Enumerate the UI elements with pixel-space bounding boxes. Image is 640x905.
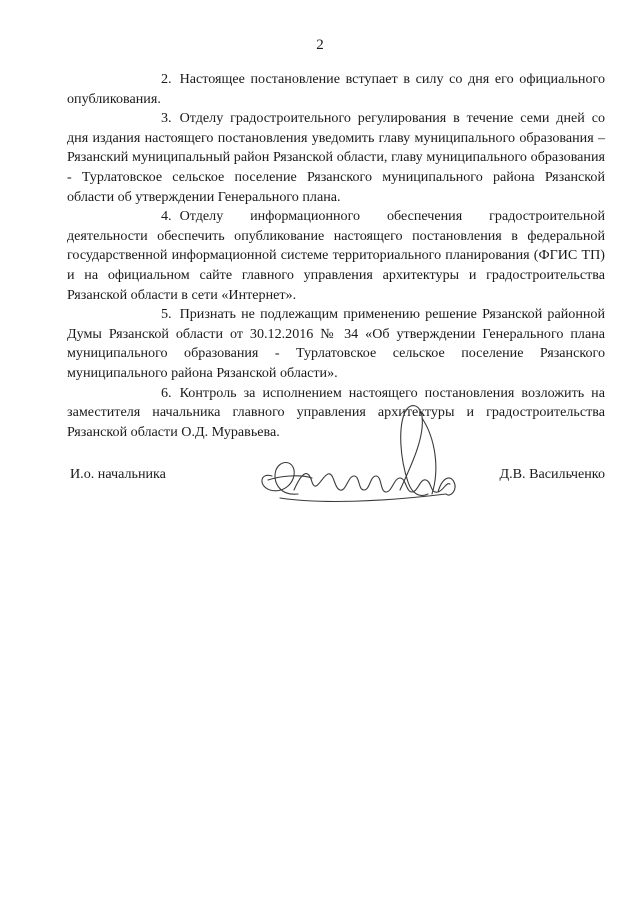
- paragraph-number: 6.: [161, 384, 172, 401]
- paragraph-number: 4.: [161, 208, 172, 225]
- paragraph-text: Контроль за исполнением настоящего постановления возложить на заместителя начальника главного управления архитектуры и градостроительства Рязанской области О.Д. Муравьева.: [67, 384, 605, 440]
- paragraph-2: [67, 70, 605, 109]
- paragraph-5: [67, 305, 605, 383]
- paragraph-text: Настоящее постановление вступает в силу со дня его официального опубликования.: [67, 71, 605, 107]
- paragraph-number: 5.: [161, 306, 172, 323]
- signatory-position: И.о. начальника: [70, 466, 166, 482]
- paragraph-number: 3.: [161, 110, 172, 127]
- paragraph-3: [67, 109, 605, 207]
- paragraph-4: [67, 207, 605, 305]
- paragraph-text: Отделу информационного обеспечения градостроительной деятельности обеспечить опубликование настоящего постановления в федеральной государственной информационной системе территориального планирования (ФГИС ТП) и на официальном сайте главного управления архитектуры и градостроительства Рязанской области в сети «Интернет».: [67, 208, 605, 303]
- document-body: [67, 70, 605, 442]
- signature-block: [67, 466, 605, 506]
- signatory-name: Д.В. Васильченко: [499, 466, 605, 482]
- paragraph-text: Признать не подлежащим применению решение Рязанской районной Думы Рязанской области от 30.12.2016 № 34 «Об утверждении Генерального плана муниципального образования - Турлатовское сельское поселение Рязанского муниципального района Рязанской области».: [67, 306, 605, 381]
- paragraph-text: Отделу градостроительного регулирования в течение семи дней со дня издания настоящего постановления уведомить главу муниципального образования – Рязанский муниципальный район Рязанской области, главу муниципального образования - Турлатовское сельское поселение Рязанского муниципального района Рязанской области об утверждении Генерального плана.: [67, 110, 605, 205]
- page-number: 2: [316, 37, 324, 53]
- paragraph-number: 2.: [161, 71, 172, 87]
